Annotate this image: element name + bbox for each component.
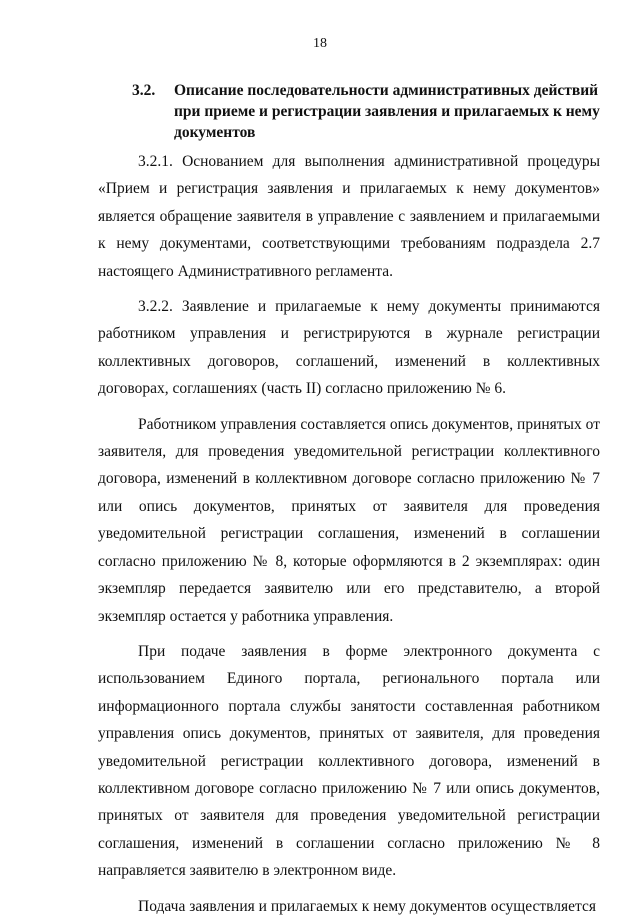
page-number: 18 <box>313 36 327 51</box>
section-number: 3.2. <box>132 82 156 99</box>
paragraph-inventory: Работником управления составляется опись документов, принятых от заявителя, для проведения уведомительной регистрации коллективного договора, изменений в коллективном договоре согласно приложению № 7 или опись документов, принятых от заявителя для проведения уведомительной регистрации соглашения, изменений в соглашении согласно приложению № 8, которые оформляются в 2 экземплярах: один экземпляр передается заявителю или его представителю, а второй экземпляр остается у работника управления. <box>98 415 600 625</box>
paragraph-3-2-2: 3.2.2. Заявление и прилагаемые к нему документы принимаются работником управления и регистрируются в журнале регистрации коллективных договоров, соглашений, изменений в коллективных договорах, соглашениях (часть II) согласно приложению № 6. <box>98 298 600 398</box>
section-title: Описание последовательности административных действий при приеме и регистрации заявления и прилагаемых к нему документов <box>174 82 600 141</box>
body-text <box>98 148 600 920</box>
paragraph-3-2-1: 3.2.1. Основанием для выполнения административной процедуры «Прием и регистрация заявления и прилагаемых к нему документов» является обращение заявителя в управление с заявлением и прилагаемыми к нему документами, соответствующими требованиям подраздела 2.7 настоящего Административного регламента. <box>98 153 600 280</box>
paragraph-submission: Подача заявления и прилагаемых к нему документов осуществляется <box>138 897 596 915</box>
paragraph-electronic-submission: При подаче заявления в форме электронного документа с использованием Единого портала, регионального портала или информационного портала службы занятости составленная работником управления опись документов, принятых от заявителя, для проведения уведомительной регистрации коллективного договора, изменений в коллективном договоре согласно приложению № 7 или опись документов, принятых от заявителя для проведения уведомительной регистрации соглашения, изменений в соглашении согласно приложению № 8 направляется заявителю в электронном виде. <box>98 642 600 880</box>
section-heading <box>132 80 602 143</box>
